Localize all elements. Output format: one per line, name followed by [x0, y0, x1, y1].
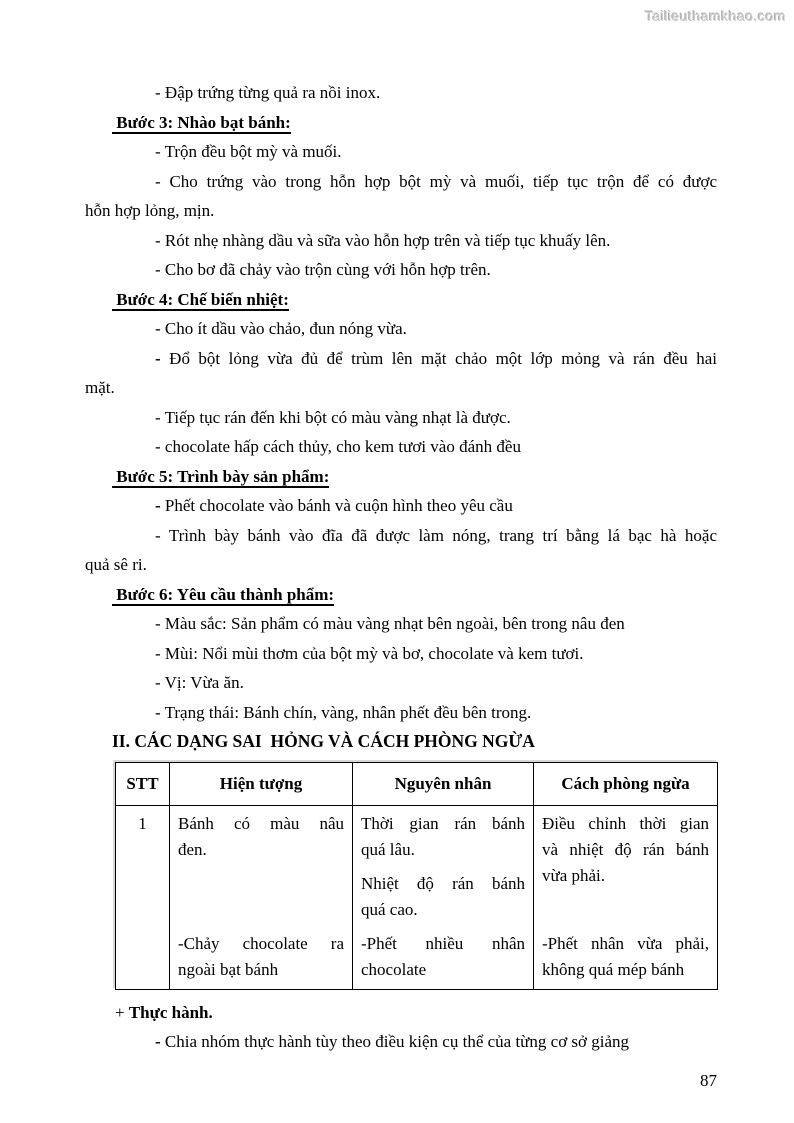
cell-text: Điều chỉnh thời gian	[542, 813, 709, 833]
doc-line-continuation: quả sê ri.	[85, 555, 147, 574]
cell-stt	[116, 805, 170, 989]
doc-line: - Rót nhẹ nhàng dầu và sữa vào hỗn hợp trên và tiếp tục khuấy lên.	[155, 230, 611, 250]
cell-text: -Chảy chocolate ra	[178, 933, 344, 953]
doc-line	[85, 344, 717, 374]
cell-text: quá cao.	[361, 899, 418, 919]
step-5-heading	[85, 462, 717, 492]
cell-text: và nhiệt độ rán bánh	[542, 839, 709, 859]
bold-dash: -	[155, 348, 161, 368]
doc-line: - chocolate hấp cách thủy, cho kem tươi vào đánh đều	[155, 437, 521, 456]
doc-line-continuation: mặt.	[85, 378, 115, 397]
cell-text: ngoài bạt bánh	[178, 959, 279, 979]
doc-line: - Mùi: Nổi mùi thơm của bột mỳ và bơ, chocolate và kem tươi.	[155, 643, 584, 663]
cell-text: Thời gian rán bánh	[361, 813, 525, 833]
step-4-heading-text: Bước 4: Chế biến nhiệt:	[112, 289, 289, 309]
document-body	[85, 78, 717, 1095]
cell-nguyen-nhan	[353, 805, 534, 989]
cell-text: -Phết nhân vừa phải,	[542, 933, 709, 953]
table-header-row	[116, 762, 718, 805]
cell-text: chocolate	[361, 959, 427, 979]
cell-text: -Phết nhiều nhân	[361, 933, 525, 953]
defects-table	[115, 762, 718, 990]
doc-line: - Tiếp tục rán đến khi bột có màu vàng nhạt là được.	[155, 407, 511, 427]
step-4-heading	[85, 285, 717, 315]
page-number: 87	[700, 1070, 717, 1090]
doc-line: - Màu sắc: Sản phẩm có màu vàng nhạt bên ngoài, bên trong nâu đen	[155, 614, 625, 633]
doc-line: - Trộn đều bột mỳ và muối.	[155, 142, 342, 161]
col-header-cach-phong-ngua: Cách phòng ngừa	[534, 762, 718, 805]
step-6-heading-text: Bước 6: Yêu cầu thành phẩm:	[112, 584, 335, 604]
doc-line-text: Phết chocolate vào bánh và cuộn hình theo yêu cầu	[160, 496, 513, 515]
bold-dash: -	[155, 1032, 161, 1051]
plus-prefix: +	[115, 1002, 129, 1022]
cell-text: Nhiệt độ rán bánh	[361, 873, 525, 893]
practice-heading-text: Thực hành.	[128, 1002, 213, 1022]
col-header-nguyen-nhan: Nguyên nhân	[353, 762, 534, 805]
doc-line: - Trạng thái: Bánh chín, vàng, nhân phết đều bên trong.	[155, 702, 532, 722]
table-row	[116, 805, 718, 989]
col-header-stt: STT	[116, 762, 170, 805]
cell-text: quá lâu.	[361, 839, 415, 859]
doc-line: - Cho trứng vào trong hỗn hợp bột mỳ và muối, tiếp tục trộn để có được	[155, 171, 717, 191]
cell-text: vừa phải.	[542, 865, 606, 885]
cell-text: đen.	[178, 839, 207, 859]
cell-hien-tuong	[170, 805, 353, 989]
doc-line: - Đập trứng từng quả ra nồi inox.	[155, 83, 381, 102]
cell-text: 1	[138, 813, 147, 833]
doc-line: - Cho ít dầu vào chảo, đun nóng vừa.	[155, 319, 407, 338]
cell-text: Bánh có màu nâu	[178, 813, 344, 833]
practice-heading	[85, 998, 717, 1028]
cell-text: không quá mép bánh	[542, 959, 685, 979]
doc-line	[85, 1027, 717, 1057]
bold-dash: -	[155, 496, 161, 515]
col-header-hien-tuong: Hiện tượng	[170, 762, 353, 805]
doc-line: - Trình bày bánh vào đĩa đã được làm nóng, trang trí bằng lá bạc hà hoặc	[155, 525, 717, 545]
doc-line-text: Đổ bột lỏng vừa đủ để trùm lên mặt chảo một lớp mỏng và rán đều hai	[160, 348, 717, 368]
doc-line: - Vị: Vừa ăn.	[155, 673, 244, 692]
step-6-heading	[85, 580, 717, 610]
step-5-heading-text: Bước 5: Trình bày sản phẩm:	[112, 466, 330, 486]
doc-line: - Cho bơ đã chảy vào trộn cùng với hỗn hợp trên.	[155, 260, 491, 279]
cell-cach-phong-ngua	[534, 805, 718, 989]
watermark-text: Tailieuthamkhao.com	[644, 8, 786, 24]
doc-line-continuation: hỗn hợp lỏng, mịn.	[85, 201, 215, 220]
doc-line-text: Chia nhóm thực hành tùy theo điều kiện cụ thể của từng cơ sở giảng	[160, 1032, 630, 1051]
step-3-heading	[85, 108, 717, 138]
step-3-heading-text: Bước 3: Nhào bạt bánh:	[112, 112, 291, 132]
doc-line	[85, 491, 717, 521]
section-2-heading: II. CÁC DẠNG SAI HỎNG VÀ CÁCH PHÒNG NGỪA	[112, 731, 535, 751]
